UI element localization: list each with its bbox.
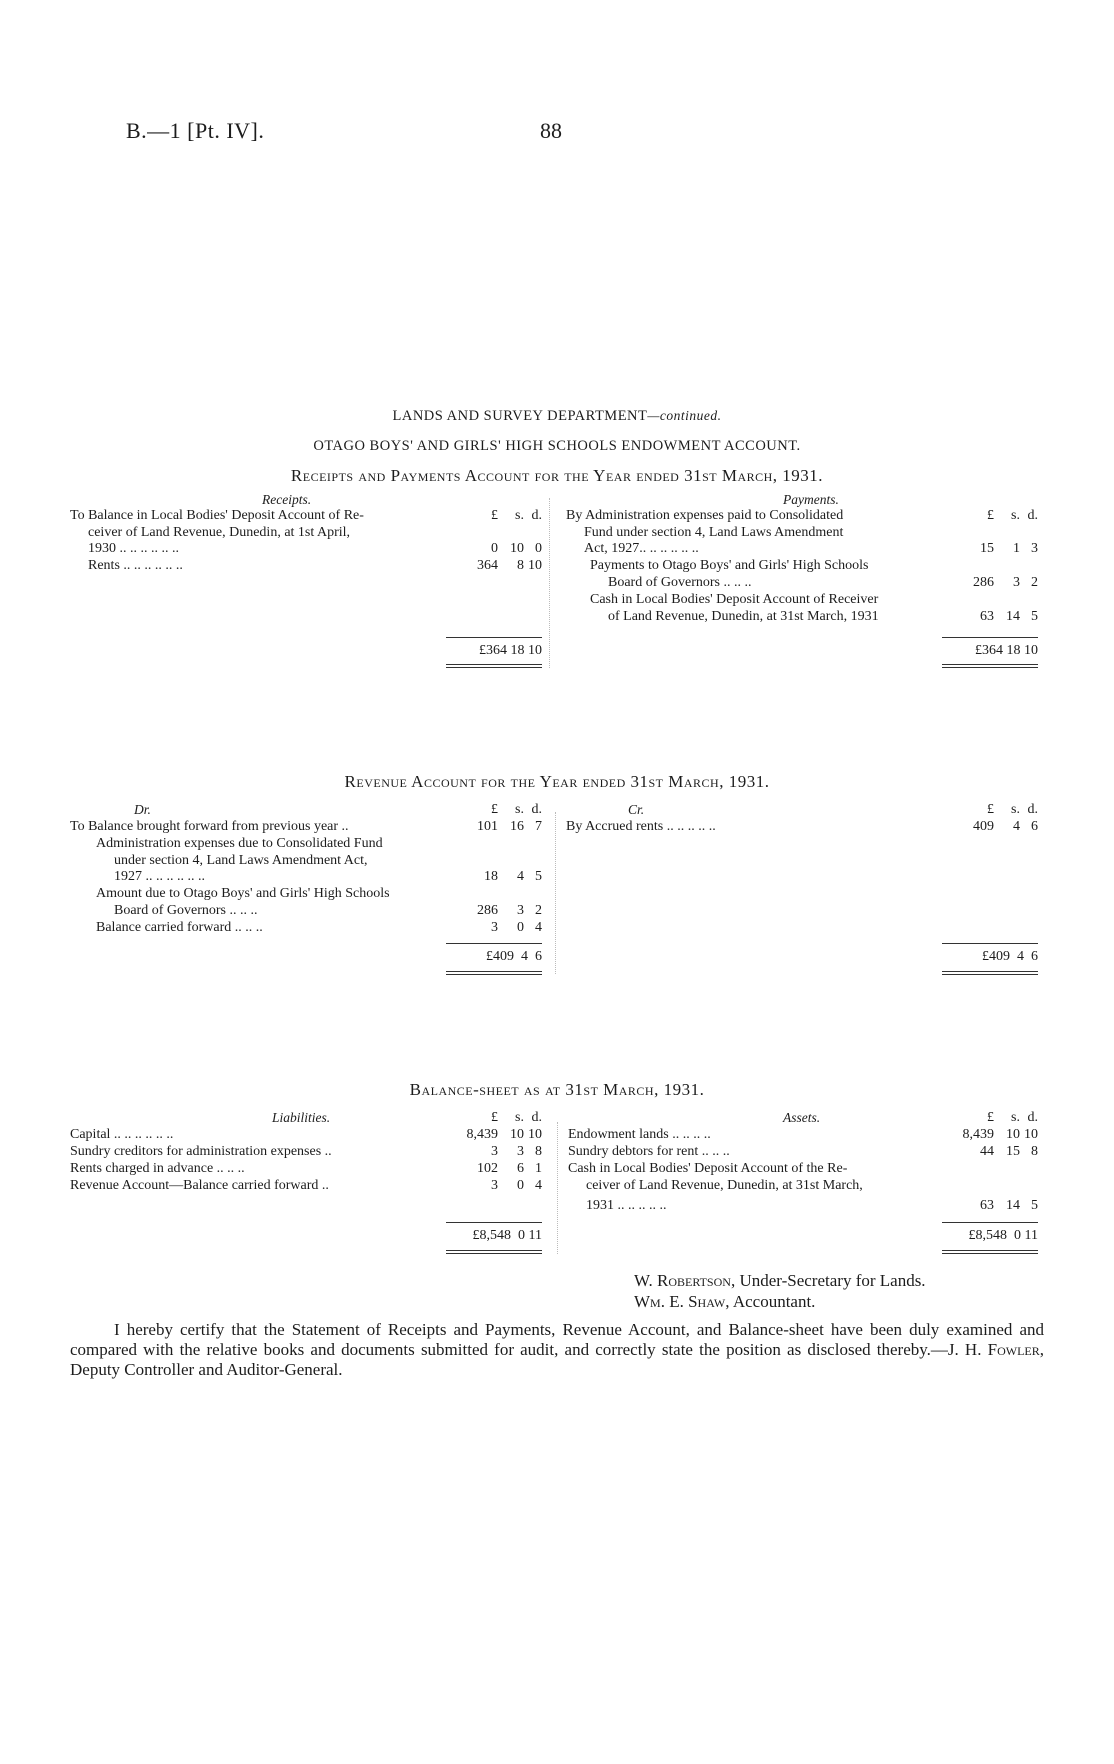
payment-entry: Payments to Otago Boys' and Girls' High Schools Board of Governors .. .. ..: [590, 558, 869, 590]
dr-entry: Balance carried forward .. .. ..: [96, 920, 263, 935]
liabilities-heading: Liabilities.: [272, 1110, 331, 1125]
receipts-double-rule: [446, 664, 542, 668]
cr-double-rule: [942, 971, 1038, 975]
balance-sheet-title: Balance-sheet as at 31st March, 1931.: [409, 1080, 705, 1099]
payments-double-rule: [942, 664, 1038, 668]
cr-entry: By Accrued rents .. .. .. .. ..: [566, 819, 716, 834]
assets-rule: [942, 1222, 1038, 1223]
signature-robertson: W. Robertson, Under-Secretary for Lands.: [634, 1271, 926, 1290]
account-title: OTAGO BOYS' AND GIRLS' HIGH SCHOOLS ENDOWMENT ACCOUNT.: [313, 438, 801, 454]
liability-entry: Capital .. .. .. .. .. ..: [70, 1127, 174, 1142]
document-code: B.—1 [Pt. IV].: [126, 118, 265, 143]
liability-entry: Sundry creditors for administration expenses ..: [70, 1144, 332, 1159]
dr-entry: Amount due to Otago Boys' and Girls' High Schools Board of Governors .. .. ..: [96, 886, 390, 918]
receipt-entry: Rents .. .. .. .. .. ..: [88, 558, 183, 573]
cr-rule: [942, 943, 1038, 944]
receipts-payments-title: Receipts and Payments Account for the Year ended 31st March, 1931.: [290, 466, 824, 485]
assets-double-rule: [942, 1250, 1038, 1254]
liabilities-double-rule: [446, 1250, 542, 1254]
dr-entry: To Balance brought forward from previous year ..: [70, 819, 349, 834]
revenue-divider: [555, 812, 556, 974]
audit-certification: I hereby certify that the Statement of Receipts and Payments, Revenue Account, and Balance-sheet have been duly examined and compared with the relative books and documents submitted for audit, and correctly state the position as disclosed thereby.—J. H. Fowler, Deputy Controller and Auditor-General.: [70, 1320, 1044, 1379]
payment-entry: By Administration expenses paid to Consolidated Fund under section 4, Land Laws Amendment Act, 1927.. .. .. .. .. ..: [566, 508, 844, 556]
receipts-rule: [446, 637, 542, 638]
receipts-heading: Receipts.: [262, 492, 312, 507]
dr-entry: Administration expenses due to Consolidated Fund under section 4, Land Laws Amendment Act, 1927 .. .. .. .. .. ..: [96, 836, 383, 884]
receipt-entry: To Balance in Local Bodies' Deposit Account of Re- ceiver of Land Revenue, Dunedin, at 1st April, 1930 .. .. .. .. .. ..: [70, 508, 364, 556]
payments-rule: [942, 637, 1038, 638]
dr-double-rule: [446, 971, 542, 975]
liability-entry: Rents charged in advance .. .. ..: [70, 1161, 245, 1176]
asset-entry: Endowment lands .. .. .. ..: [568, 1127, 711, 1142]
payment-entry: Cash in Local Bodies' Deposit Account of Receiver of Land Revenue, Dunedin, at 31st March, 1931: [590, 592, 879, 624]
dr-heading: Dr.: [134, 802, 151, 817]
payments-heading: Payments.: [783, 492, 839, 507]
dr-rule: [446, 943, 542, 944]
asset-entry: Cash in Local Bodies' Deposit Account of the Re- ceiver of Land Revenue, Dunedin, at 31st March, 1931 .. .. .. .. ..: [568, 1161, 863, 1213]
asset-entry: Sundry debtors for rent .. .. ..: [568, 1144, 730, 1159]
revenue-title: Revenue Account for the Year ended 31st March, 1931.: [344, 772, 770, 791]
liabilities-rule: [446, 1222, 542, 1223]
page-number: 88: [540, 118, 562, 143]
receipts-payments-divider: [549, 498, 550, 668]
cr-heading: Cr.: [628, 802, 645, 817]
assets-heading: Assets.: [783, 1110, 821, 1125]
liability-entry: Revenue Account—Balance carried forward ..: [70, 1178, 329, 1193]
department-title: LANDS AND SURVEY DEPARTMENT—continued.: [392, 408, 722, 424]
signature-shaw: Wm. E. Shaw, Accountant.: [634, 1292, 816, 1311]
balance-sheet-divider: [557, 1122, 558, 1254]
